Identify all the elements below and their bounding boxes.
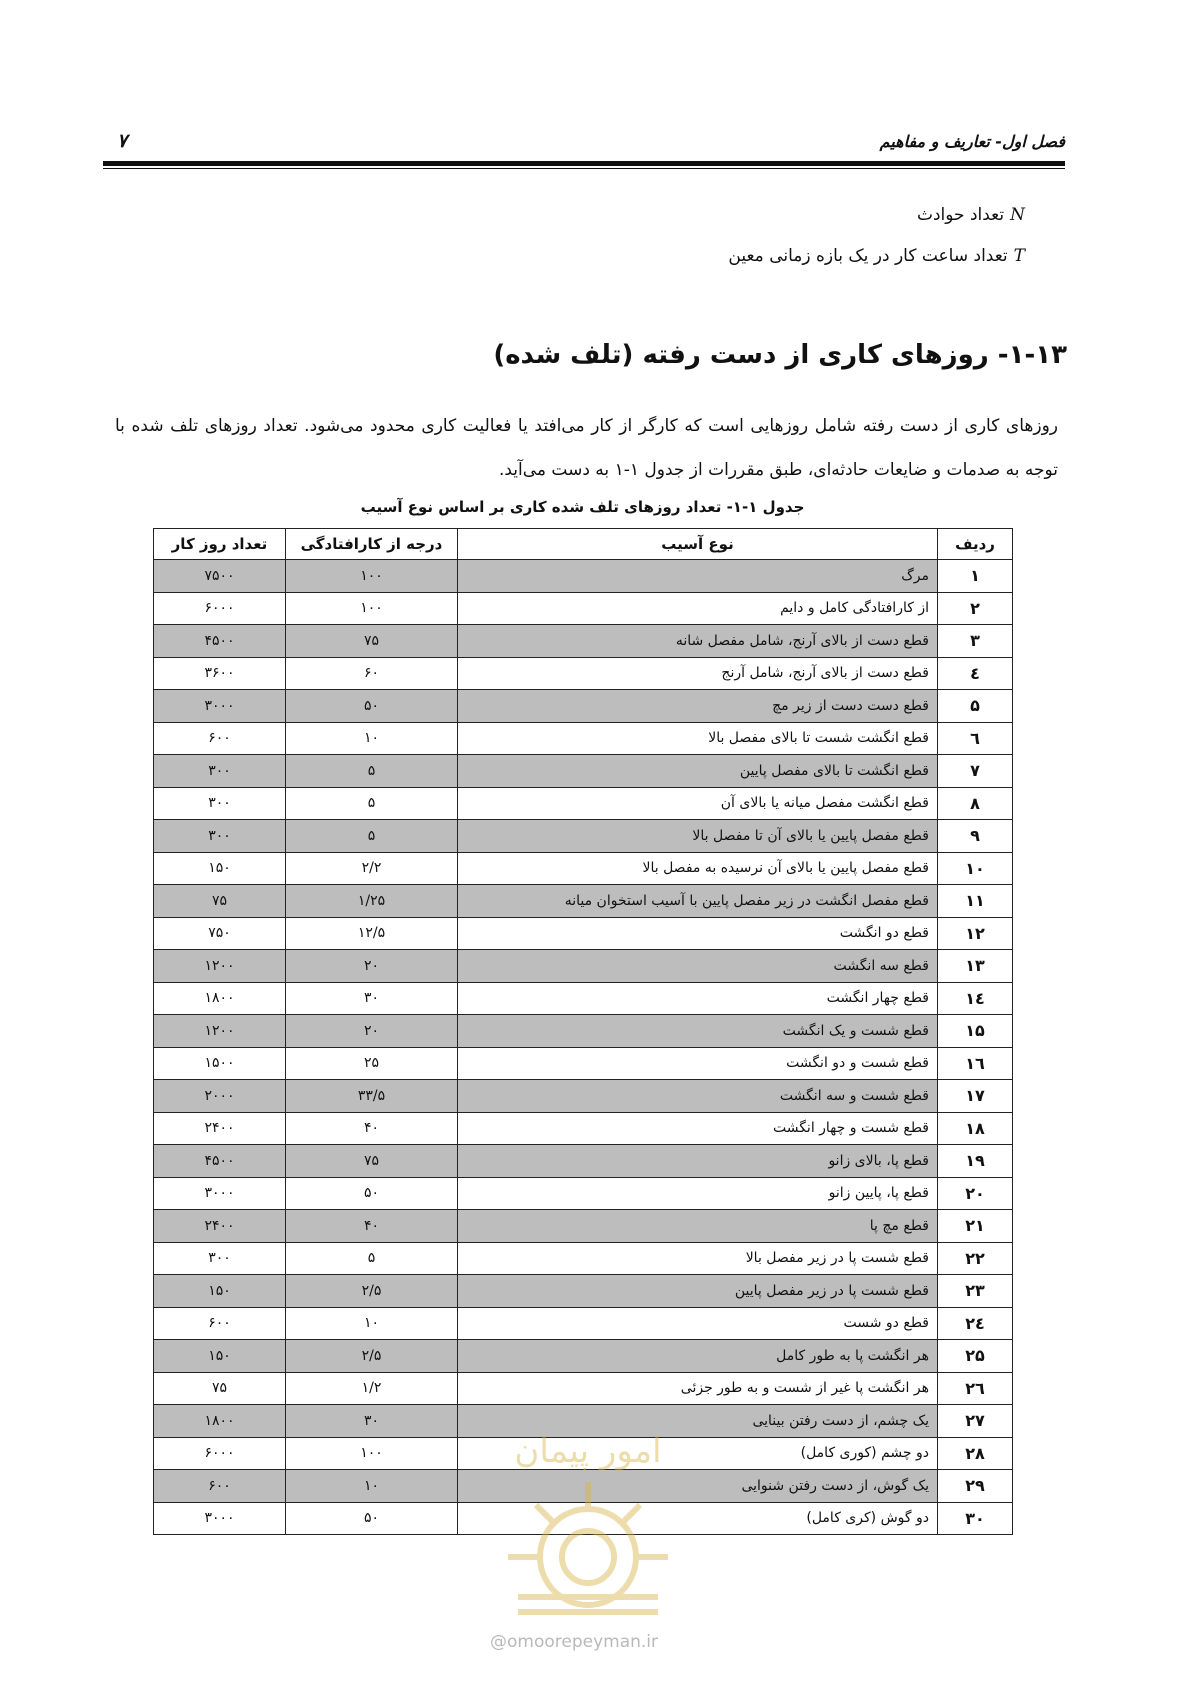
days-lost-cell: ۳۰۰۰	[154, 1177, 286, 1210]
table-row	[154, 1080, 1013, 1113]
disability-degree-cell: ۷۵	[286, 1145, 458, 1178]
row-number-cell: ۱٤	[938, 982, 1013, 1015]
injury-type-cell: قطع چهار انگشت	[458, 982, 938, 1015]
disability-degree-cell: ۳۰	[286, 982, 458, 1015]
disability-degree-cell: ۵	[286, 820, 458, 853]
disability-degree-cell: ۱۰۰	[286, 560, 458, 593]
row-number-cell: ۲۳	[938, 1275, 1013, 1308]
row-number-cell: ۱	[938, 560, 1013, 593]
row-number-cell: ۲٦	[938, 1372, 1013, 1405]
disability-degree-cell: ۵۰	[286, 1177, 458, 1210]
days-lost-cell: ۱۵۰	[154, 1340, 286, 1373]
injury-type-cell: قطع مفصل پایین یا بالای آن نرسیده به مفصل بالا	[458, 852, 938, 885]
table-row	[154, 657, 1013, 690]
days-lost-cell: ۶۰۰۰	[154, 592, 286, 625]
disability-degree-cell: ۵۰	[286, 690, 458, 723]
row-number-cell: ۲۱	[938, 1210, 1013, 1243]
row-number-cell: ٤	[938, 657, 1013, 690]
days-lost-cell: ۳۰۰	[154, 820, 286, 853]
disability-degree-cell: ۱۰	[286, 722, 458, 755]
row-number-cell: ۸	[938, 787, 1013, 820]
injury-type-cell: قطع شست پا در زیر مفصل پایین	[458, 1275, 938, 1308]
table-row	[154, 1112, 1013, 1145]
injury-type-cell: دو گوش (کری کامل)	[458, 1502, 938, 1535]
row-number-cell: ۲۵	[938, 1340, 1013, 1373]
disability-degree-cell: ۵۰	[286, 1502, 458, 1535]
watermark-site: @omoorepeyman.ir	[490, 1632, 659, 1652]
injury-type-cell: قطع سه انگشت	[458, 950, 938, 983]
days-lost-cell: ۲۴۰۰	[154, 1210, 286, 1243]
definition-t	[728, 246, 1025, 266]
disability-degree-cell: ۵	[286, 787, 458, 820]
table-row	[154, 690, 1013, 723]
injury-type-cell: قطع دست دست از زیر مچ	[458, 690, 938, 723]
days-lost-cell: ۱۸۰۰	[154, 1405, 286, 1438]
header-injury-type: نوع آسیب	[458, 529, 938, 560]
definition-n	[917, 205, 1025, 225]
page-header	[103, 126, 1065, 156]
disability-degree-cell: ۲۰	[286, 1015, 458, 1048]
row-number-cell: ۳۰	[938, 1502, 1013, 1535]
injury-type-cell: قطع پا، بالای زانو	[458, 1145, 938, 1178]
days-lost-cell: ۳۰۰۰	[154, 1502, 286, 1535]
watermark-logo	[478, 1422, 698, 1622]
table-row	[154, 625, 1013, 658]
table-body	[154, 560, 1013, 1535]
days-lost-cell: ۷۵۰۰	[154, 560, 286, 593]
injury-type-cell: دو چشم (کوری کامل)	[458, 1437, 938, 1470]
injury-type-cell: قطع شست و دو انگشت	[458, 1047, 938, 1080]
disability-degree-cell: ۴۰	[286, 1210, 458, 1243]
table-caption: جدول ۱-۱- تعداد روزهای تلف شده کاری بر اساس نوع آسیب	[360, 498, 805, 516]
disability-degree-cell: ۳۰	[286, 1405, 458, 1438]
header-disability-degree: درجه از کارافتادگی	[286, 529, 458, 560]
section-paragraph: روزهای کاری از دست رفته شامل روزهایی است که کارگر از کار می‌افتد یا فعالیت کاری محدود می‌شود. تعداد روزهای تلف شده با توجه به صدمات و ضایعات حادثه‌ای، طبق مقررات از جدول ۱-۱ به دست می‌آید.	[115, 416, 1058, 480]
definition-t-text: تعداد ساعت کار در یک بازه زمانی معین	[728, 246, 1008, 266]
row-number-cell: ۲	[938, 592, 1013, 625]
injury-type-cell: از کارافتادگی کامل و دایم	[458, 592, 938, 625]
disability-degree-cell: ۷۵	[286, 625, 458, 658]
injury-type-cell: قطع انگشت شست تا بالای مفصل بالا	[458, 722, 938, 755]
days-lost-cell: ۶۰۰	[154, 1470, 286, 1503]
disability-degree-cell: ۶۰	[286, 657, 458, 690]
disability-degree-cell: ۲/۵	[286, 1275, 458, 1308]
row-number-cell: ۱۰	[938, 852, 1013, 885]
days-lost-cell: ۳۶۰۰	[154, 657, 286, 690]
table-row	[154, 982, 1013, 1015]
disability-degree-cell: ۱۰	[286, 1307, 458, 1340]
days-lost-cell: ۲۰۰۰	[154, 1080, 286, 1113]
days-lost-cell: ۴۵۰۰	[154, 1145, 286, 1178]
table-row	[154, 1015, 1013, 1048]
injury-table	[153, 528, 1013, 1535]
section-heading: ۱-۱۳- روزهای کاری از دست رفته (تلف شده)	[493, 340, 1067, 370]
disability-degree-cell: ۱۲/۵	[286, 917, 458, 950]
page-number: ۷	[117, 130, 128, 152]
table-row	[154, 820, 1013, 853]
row-number-cell: ۹	[938, 820, 1013, 853]
row-number-cell: ۲۰	[938, 1177, 1013, 1210]
disability-degree-cell: ۲۰	[286, 950, 458, 983]
table-row	[154, 1210, 1013, 1243]
days-lost-cell: ۱۸۰۰	[154, 982, 286, 1015]
symbol-n: N	[1010, 205, 1025, 225]
row-number-cell: ۲٤	[938, 1307, 1013, 1340]
injury-type-cell: قطع شست و یک انگشت	[458, 1015, 938, 1048]
table-row	[154, 592, 1013, 625]
days-lost-cell: ۱۲۰۰	[154, 1015, 286, 1048]
days-lost-cell: ۱۲۰۰	[154, 950, 286, 983]
injury-type-cell: هر انگشت پا غیر از شست و به طور جزئی	[458, 1372, 938, 1405]
injury-type-cell: قطع دست از بالای آرنج، شامل مفصل شانه	[458, 625, 938, 658]
table-row	[154, 722, 1013, 755]
days-lost-cell: ۱۵۰	[154, 1275, 286, 1308]
injury-type-cell: قطع دو شست	[458, 1307, 938, 1340]
row-number-cell: ۱۵	[938, 1015, 1013, 1048]
injury-type-cell: قطع دست از بالای آرنج، شامل آرنج	[458, 657, 938, 690]
table-row	[154, 787, 1013, 820]
table-row	[154, 1340, 1013, 1373]
table-row	[154, 1145, 1013, 1178]
row-number-cell: ۷	[938, 755, 1013, 788]
row-number-cell: ۱۷	[938, 1080, 1013, 1113]
table-row	[154, 1177, 1013, 1210]
days-lost-cell: ۳۰۰۰	[154, 690, 286, 723]
row-number-cell: ٦	[938, 722, 1013, 755]
days-lost-cell: ۳۰۰	[154, 1242, 286, 1275]
days-lost-cell: ۲۴۰۰	[154, 1112, 286, 1145]
days-lost-cell: ۳۰۰	[154, 787, 286, 820]
disability-degree-cell: ۲۵	[286, 1047, 458, 1080]
row-number-cell: ۱٦	[938, 1047, 1013, 1080]
row-number-cell: ۱۳	[938, 950, 1013, 983]
disability-degree-cell: ۲/۵	[286, 1340, 458, 1373]
definition-n-text: تعداد حوادث	[916, 205, 1005, 225]
injury-type-cell: قطع شست و سه انگشت	[458, 1080, 938, 1113]
table-row	[154, 852, 1013, 885]
injury-type-cell: قطع پا، پایین زانو	[458, 1177, 938, 1210]
chapter-title: فصل اول- تعاریف و مفاهیم	[879, 132, 1065, 151]
row-number-cell: ۲۹	[938, 1470, 1013, 1503]
days-lost-cell: ۴۵۰۰	[154, 625, 286, 658]
disability-degree-cell: ۱۰۰	[286, 592, 458, 625]
disability-degree-cell: ۱۰۰	[286, 1437, 458, 1470]
days-lost-cell: ۱۵۰۰	[154, 1047, 286, 1080]
disability-degree-cell: ۵	[286, 755, 458, 788]
days-lost-cell: ۷۵	[154, 1372, 286, 1405]
row-number-cell: ۲۷	[938, 1405, 1013, 1438]
disability-degree-cell: ۴۰	[286, 1112, 458, 1145]
days-lost-cell: ۱۵۰	[154, 852, 286, 885]
table-row	[154, 1372, 1013, 1405]
row-number-cell: ۵	[938, 690, 1013, 723]
disability-degree-cell: ۱۰	[286, 1470, 458, 1503]
table-row	[154, 1047, 1013, 1080]
injury-type-cell: هر انگشت پا به طور کامل	[458, 1340, 938, 1373]
table-row	[154, 917, 1013, 950]
injury-type-cell: قطع مچ پا	[458, 1210, 938, 1243]
days-lost-cell: ۳۰۰	[154, 755, 286, 788]
injury-type-cell: قطع انگشت تا بالای مفصل پایین	[458, 755, 938, 788]
disability-degree-cell: ۲/۲	[286, 852, 458, 885]
injury-type-cell: یک گوش، از دست رفتن شنوایی	[458, 1470, 938, 1503]
injury-type-cell: مرگ	[458, 560, 938, 593]
table-header-row	[154, 529, 1013, 560]
injury-type-cell: قطع مفصل پایین یا بالای آن تا مفصل بالا	[458, 820, 938, 853]
watermark-logo-text: امور پیمان	[514, 1431, 662, 1471]
days-lost-cell: ۶۰۰۰	[154, 1437, 286, 1470]
disability-degree-cell: ۵	[286, 1242, 458, 1275]
table-row	[154, 1307, 1013, 1340]
days-lost-cell: ۷۵۰	[154, 917, 286, 950]
header-rule-thin	[103, 168, 1065, 169]
row-number-cell: ۳	[938, 625, 1013, 658]
days-lost-cell: ۷۵	[154, 885, 286, 918]
table-row	[154, 1242, 1013, 1275]
row-number-cell: ۱۲	[938, 917, 1013, 950]
row-number-cell: ۱۱	[938, 885, 1013, 918]
injury-type-cell: قطع شست و چهار انگشت	[458, 1112, 938, 1145]
row-number-cell: ۲۲	[938, 1242, 1013, 1275]
header-rule-thick	[103, 161, 1065, 166]
injury-type-cell: قطع دو انگشت	[458, 917, 938, 950]
disability-degree-cell: ۱/۲۵	[286, 885, 458, 918]
injury-type-cell: یک چشم، از دست رفتن بینایی	[458, 1405, 938, 1438]
injury-type-cell: قطع شست پا در زیر مفصل بالا	[458, 1242, 938, 1275]
disability-degree-cell: ۳۳/۵	[286, 1080, 458, 1113]
symbol-t: T	[1013, 246, 1025, 266]
header-days-lost: تعداد روز کار	[154, 529, 286, 560]
row-number-cell: ۱۸	[938, 1112, 1013, 1145]
row-number-cell: ۲۸	[938, 1437, 1013, 1470]
header-row-number: ردیف	[938, 529, 1013, 560]
days-lost-cell: ۶۰۰	[154, 722, 286, 755]
table-row	[154, 560, 1013, 593]
injury-type-cell: قطع مفصل انگشت در زیر مفصل پایین با آسیب استخوان میانه	[458, 885, 938, 918]
injury-type-cell: قطع انگشت مفصل میانه یا بالای آن	[458, 787, 938, 820]
table-row	[154, 755, 1013, 788]
row-number-cell: ۱۹	[938, 1145, 1013, 1178]
disability-degree-cell: ۱/۲	[286, 1372, 458, 1405]
table-row	[154, 1275, 1013, 1308]
table-row	[154, 950, 1013, 983]
days-lost-cell: ۶۰۰	[154, 1307, 286, 1340]
table-row	[154, 885, 1013, 918]
